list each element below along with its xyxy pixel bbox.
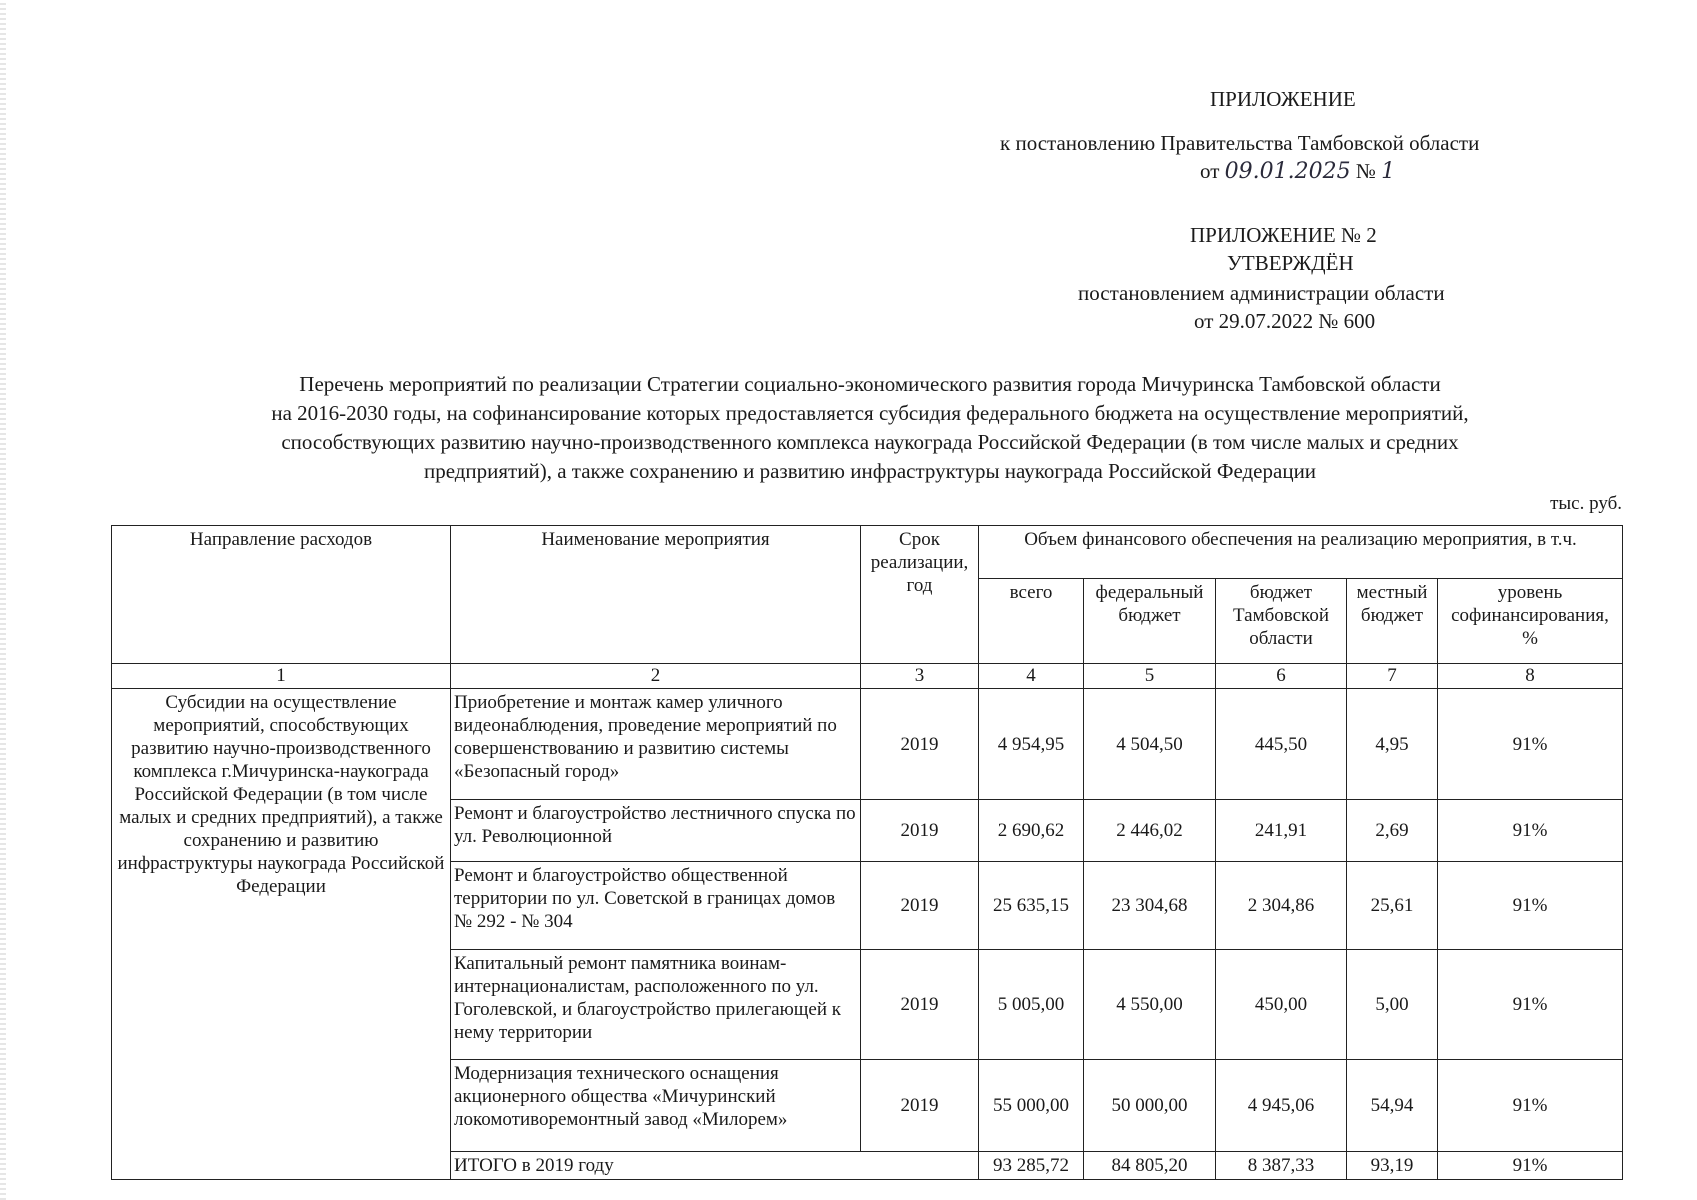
column-number: 7 [1347, 664, 1438, 689]
column-number: 8 [1438, 664, 1623, 689]
federal-cell: 50 000,00 [1084, 1060, 1216, 1152]
column-number-row [112, 664, 1623, 689]
regional-cell: 2 304,86 [1216, 862, 1347, 950]
handwritten-number: 1 [1381, 159, 1396, 184]
event-name-cell: Модернизация технического оснащения акционерного общества «Мичуринский локомотиворемонтный завод «Милорем» [451, 1060, 861, 1152]
local-cell: 54,94 [1347, 1060, 1438, 1152]
appendix-2-heading: ПРИЛОЖЕНИЕ № 2 [1190, 223, 1377, 247]
event-name-cell: Ремонт и благоустройство общественной территории по ул. Советской в границах домов № 292 - № 304 [451, 862, 861, 950]
year-cell: 2019 [861, 1060, 979, 1152]
rate-cell: 91% [1438, 950, 1623, 1060]
local-cell: 25,61 [1347, 862, 1438, 950]
header-row [112, 526, 1623, 579]
federal-cell: 2 446,02 [1084, 800, 1216, 862]
scan-edge [0, 0, 6, 1200]
column-number: 6 [1216, 664, 1347, 689]
handwritten-date: 09.01.2025 [1224, 159, 1351, 184]
title-line: предприятий), а также сохранению и развитию инфраструктуры наукограда Российской Федерации [423, 459, 1317, 483]
header-funding-group: Объем финансового обеспечения на реализацию мероприятия, в т.ч. [979, 526, 1623, 579]
title-line: на 2016-2030 годы, на софинансирование которых предоставляется субсидия федерального бюджета на осуществление мероприятий, [271, 401, 1469, 425]
header-cofinancing: уровень софинансирования, % [1438, 579, 1623, 664]
approved-heading: УТВЕРЖДЁН [1227, 251, 1354, 275]
local-cell: 2,69 [1347, 800, 1438, 862]
year-cell: 2019 [861, 689, 979, 800]
header-total: всего [979, 579, 1084, 664]
event-name-cell: Капитальный ремонт памятника воинам-интернационалистам, расположенного по ул. Гоголевской, и благоустройство прилегающей к нему территории [451, 950, 861, 1060]
federal-cell: 4 550,00 [1084, 950, 1216, 1060]
regional-cell: 4 945,06 [1216, 1060, 1347, 1152]
total-cell: 5 005,00 [979, 950, 1084, 1060]
rate-cell: 91% [1438, 800, 1623, 862]
document-title [100, 370, 1640, 486]
header-federal: федеральный бюджет [1084, 579, 1216, 664]
column-number: 2 [451, 664, 861, 689]
title-line: способствующих развитию научно-производственного комплекса наукограда Российской Федерации (в том числе малых и средних [281, 430, 1459, 454]
total-label: ИТОГО в 2019 году [451, 1152, 979, 1180]
table-row [112, 689, 1623, 800]
local-cell: 4,95 [1347, 689, 1438, 800]
header-event-name: Наименование мероприятия [451, 526, 861, 664]
header-regional: бюджет Тамбовской области [1216, 579, 1347, 664]
event-name-cell: Приобретение и монтаж камер уличного видеонаблюдения, проведение мероприятий по совершенствованию и развитию системы «Безопасный город» [451, 689, 861, 800]
direction-cell: Субсидии на осуществление мероприятий, способствующих развитию научно-производственного комплекса г.Мичуринска-наукограда Российской Федерации (в том числе малых и средних предприятий), а также сохранению и развитию инфраструктуры наукограда Российской Федерации [112, 689, 451, 1180]
date-prefix: от [1200, 159, 1220, 183]
federal-cell: 23 304,68 [1084, 862, 1216, 950]
approved-by: постановлением администрации области [1078, 281, 1445, 305]
column-number: 5 [1084, 664, 1216, 689]
rate-cell: 91% [1438, 689, 1623, 800]
column-number: 3 [861, 664, 979, 689]
approved-date: от 29.07.2022 № 600 [1194, 309, 1376, 333]
rate-cell: 91% [1438, 1060, 1623, 1152]
regional-cell: 445,50 [1216, 689, 1347, 800]
federal-cell: 4 504,50 [1084, 689, 1216, 800]
event-name-cell: Ремонт и благоустройство лестничного спуска по ул. Революционной [451, 800, 861, 862]
header-local: местный бюджет [1347, 579, 1438, 664]
column-number: 1 [112, 664, 451, 689]
year-cell: 2019 [861, 862, 979, 950]
rate-cell: 91% [1438, 862, 1623, 950]
header-period: Срок реализации, год [861, 526, 979, 664]
total-sum-cell: 93 285,72 [979, 1152, 1084, 1180]
appendix-heading: ПРИЛОЖЕНИЕ [1210, 87, 1356, 111]
total-cell: 25 635,15 [979, 862, 1084, 950]
total-regional-cell: 8 387,33 [1216, 1152, 1347, 1180]
units-label: тыс. руб. [1550, 493, 1622, 514]
total-local-cell: 93,19 [1347, 1152, 1438, 1180]
total-rate-cell: 91% [1438, 1152, 1623, 1180]
funding-table [111, 525, 1623, 1180]
total-cell: 4 954,95 [979, 689, 1084, 800]
number-sign: № [1355, 159, 1376, 183]
regional-cell: 241,91 [1216, 800, 1347, 862]
header-direction: Направление расходов [112, 526, 451, 664]
title-line: Перечень мероприятий по реализации Стратегии социально-экономического развития города Мичуринска Тамбовской области [299, 372, 1441, 396]
total-cell: 55 000,00 [979, 1060, 1084, 1152]
column-number: 4 [979, 664, 1084, 689]
year-cell: 2019 [861, 800, 979, 862]
local-cell: 5,00 [1347, 950, 1438, 1060]
total-federal-cell: 84 805,20 [1084, 1152, 1216, 1180]
resolution-date-line [1200, 158, 1395, 185]
year-cell: 2019 [861, 950, 979, 1060]
resolution-reference: к постановлению Правительства Тамбовской области [1000, 131, 1480, 155]
total-cell: 2 690,62 [979, 800, 1084, 862]
regional-cell: 450,00 [1216, 950, 1347, 1060]
